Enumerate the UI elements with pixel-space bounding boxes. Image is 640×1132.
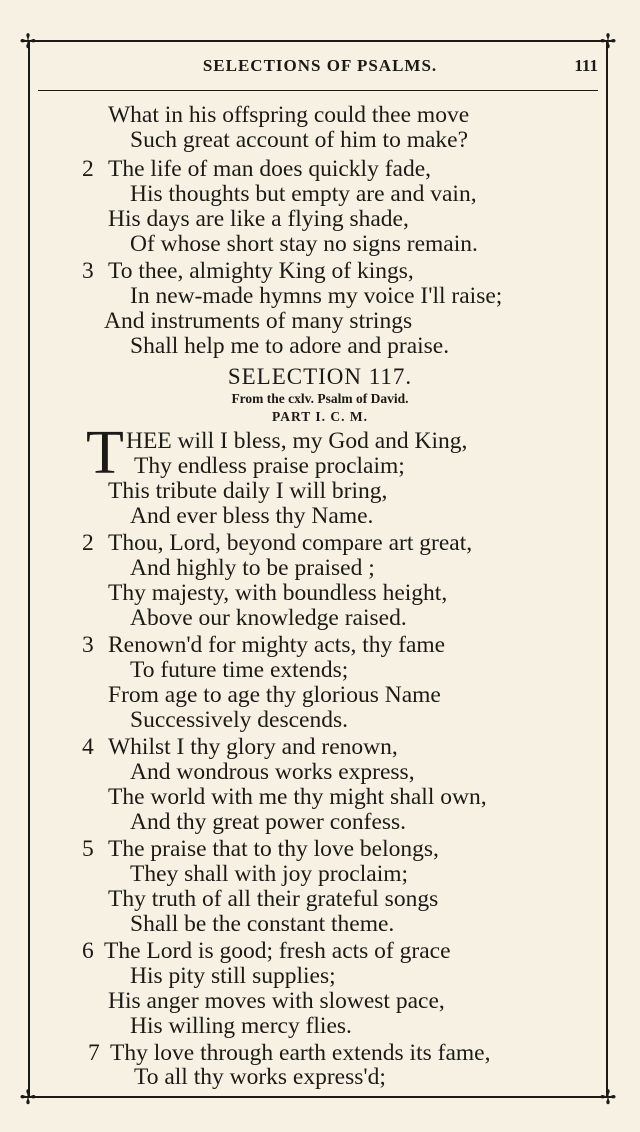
verse-line: From age to age thy glorious Name [108, 682, 441, 708]
verse-line: The Lord is good; fresh acts of grace [104, 938, 451, 964]
verse-line: To all thy works express'd; [134, 1064, 386, 1090]
verse-line: His days are like a flying shade, [108, 206, 409, 232]
top-border-rule [24, 40, 614, 42]
verse-number: 4 [82, 734, 94, 760]
verse-number: 7 [88, 1040, 100, 1066]
verse-line: And highly to be praised ; [130, 555, 375, 581]
verse-line: And wondrous works express, [130, 759, 415, 785]
corner-ornament-icon: ✢ [599, 1085, 617, 1109]
verse-line: Shall help me to adore and praise. [130, 333, 450, 359]
verse-line: Shall be the constant theme. [130, 911, 395, 937]
verse-line: The life of man does quickly fade, [108, 156, 432, 182]
verse-line: To thee, almighty King of kings, [108, 258, 414, 284]
verse-line: HEE will I bless, my God and King, [126, 428, 468, 454]
verse-line: The praise that to thy love belongs, [108, 836, 439, 862]
selection-title: SELECTION 117. [227, 364, 413, 389]
header-underline [38, 90, 598, 91]
corner-ornament-icon: ✢ [19, 29, 37, 53]
verse-line: In new-made hymns my voice I'll raise; [130, 283, 503, 309]
verse-line: To future time extends; [130, 657, 349, 683]
verse-line: Such great account of him to make? [130, 127, 469, 153]
verse-line: Thou, Lord, beyond compare art great, [108, 530, 473, 556]
verse-line: Renown'd for mighty acts, thy fame [108, 632, 446, 658]
verse-number: 2 [82, 156, 94, 182]
verse-line: And thy great power confess. [130, 809, 407, 835]
verse-line: His thoughts but empty are and vain, [130, 181, 477, 207]
verse-line: Above our knowledge raised. [130, 605, 407, 631]
verse-number: 5 [82, 836, 94, 862]
corner-ornament-icon: ✢ [19, 1085, 37, 1109]
verse-number: 3 [82, 258, 94, 284]
selection-part-meter: PART I. C. M. [271, 409, 369, 424]
verse-line: Thy truth of all their grateful songs [108, 886, 439, 912]
left-border-rule [28, 40, 30, 1098]
verse-line: What in his offspring could thee move [108, 102, 470, 128]
verse-line: Successively descends. [130, 707, 348, 733]
verse-number: 3 [82, 632, 94, 658]
verse-line: Thy endless praise proclaim; [134, 453, 405, 479]
verse-line: This tribute daily I will bring, [108, 478, 388, 504]
page-number: 111 [574, 56, 598, 75]
verse-line: Whilst I thy glory and renown, [108, 734, 398, 760]
verse-line: His anger moves with slowest pace, [108, 988, 445, 1014]
running-header-title: SELECTIONS OF PSALMS. [202, 56, 438, 75]
right-border-rule [606, 40, 608, 1098]
drop-cap: T [86, 419, 124, 487]
verse-number: 6 [82, 938, 94, 964]
verse-number: 2 [82, 530, 94, 556]
verse-line: The world with me thy might shall own, [108, 784, 487, 810]
verse-line: Of whose short stay no signs remain. [130, 231, 478, 257]
verse-line: And ever bless thy Name. [130, 503, 374, 529]
verse-line: His pity still supplies; [130, 963, 336, 989]
bottom-border-rule [24, 1096, 614, 1098]
verse-line: Thy majesty, with boundless height, [108, 580, 448, 606]
verse-line: His willing mercy flies. [130, 1013, 352, 1039]
verse-line: Thy love through earth extends its fame, [110, 1040, 491, 1066]
verse-line: They shall with joy proclaim; [130, 861, 409, 887]
verse-line: And instruments of many strings [104, 308, 413, 334]
corner-ornament-icon: ✢ [599, 29, 617, 53]
selection-source: From the cxlv. Psalm of David. [231, 391, 409, 406]
